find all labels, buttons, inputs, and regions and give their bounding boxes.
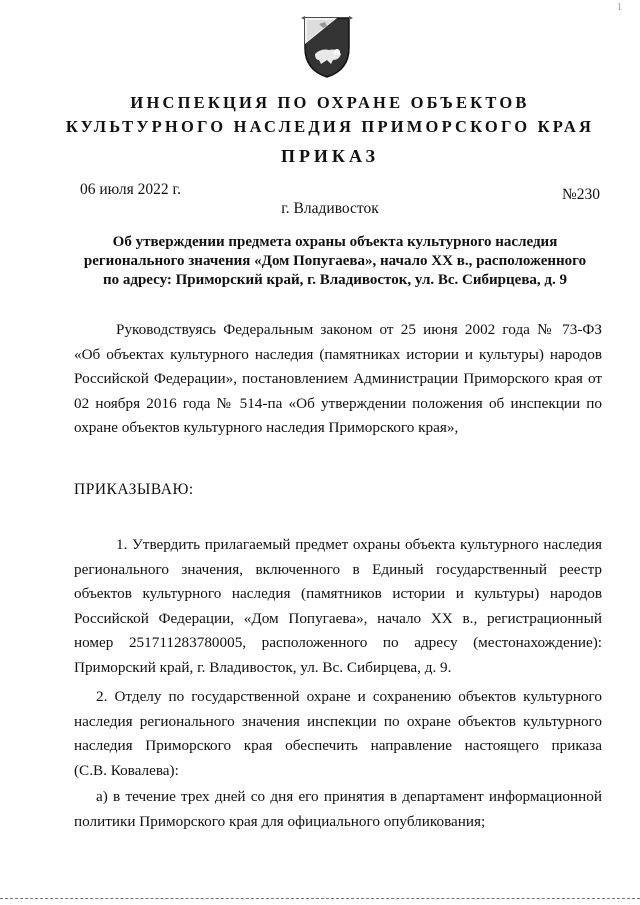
order-number: №230	[561, 186, 600, 203]
paragraph-line: объектов культурного наследия (памятников истории и культуры) народов	[74, 585, 602, 602]
paragraph-line: Приморский край, г. Владивосток, ул. Вс. Сибирцева, д. 9.	[74, 658, 452, 676]
title-line: по адресу: Приморский край, г. Владивосток, ул. Вс. Сибирцева, д. 9	[102, 272, 568, 288]
organization-name-line2: КУЛЬТУРНОГО НАСЛЕДИЯ ПРИМОРСКОГО КРАЯ	[65, 117, 595, 136]
paragraph-line: «Об объектах культурного наследия (памятниках истории и культуры) народов	[74, 345, 602, 363]
legal-basis-paragraph	[74, 318, 602, 441]
order-directive-word: ПРИКАЗЫВАЮ:	[74, 481, 194, 498]
document-type: ПРИКАЗ	[280, 146, 380, 166]
paragraph-line: 1. Утвердить прилагаемый предмет охраны объекта культурного наследия	[116, 536, 602, 553]
paragraph-line: а) в течение трех дней со дня его принятия в департамент информационной	[96, 788, 602, 805]
order-date: 06 июля 2022 г.	[80, 181, 181, 198]
order-item-2	[74, 685, 602, 783]
paragraph-line: охране объектов культурного наследия Приморского края»,	[74, 419, 459, 436]
paragraph-line: политики Приморского края для официального опубликования;	[74, 812, 486, 830]
order-item-2a	[74, 785, 602, 834]
order-city: г. Владивосток	[281, 200, 379, 217]
organization-name-line1: ИНСПЕКЦИЯ ПО ОХРАНЕ ОБЪЕКТОВ	[130, 93, 530, 112]
coat-of-arms-emblem	[297, 14, 357, 80]
title-line: Об утверждении предмета охраны объекта культурного наследия	[112, 234, 558, 250]
paragraph-line: регионального значения, включенного в Единый государственный реестр	[74, 560, 602, 578]
page-bottom-edge	[0, 898, 640, 900]
page-marker: 1	[617, 2, 622, 13]
paragraph-line: Российской Федерации, «Дом Попугаева», начало XX в., регистрационный	[74, 609, 602, 627]
paragraph-line: наследия Приморского края обеспечить направление настоящего приказа	[74, 737, 602, 754]
paragraph-line: Руководствуясь Федеральным законом от 25 июня 2002 года № 73-ФЗ	[116, 321, 602, 338]
paragraph-line: наследия регионального значения инспекции по охране объектов культурного	[74, 712, 602, 730]
title-line: регионального значения «Дом Попугаева», начало XX в., расположенного	[83, 253, 587, 269]
paragraph-line: (С.В. Ковалева):	[74, 761, 179, 779]
order-title	[70, 233, 600, 290]
order-item-1	[74, 533, 602, 680]
paragraph-line: 2. Отделу по государственной охране и сохранению объектов культурного	[96, 688, 602, 705]
paragraph-line: номер 251711283780005, расположенного по адресу (местонахождение):	[74, 634, 602, 651]
paragraph-line: Российской Федерации», постановлением Администрации Приморского края от	[74, 370, 602, 387]
paragraph-line: 02 ноября 2016 года № 514-па «Об утверждении положения об инспекции по	[74, 394, 602, 412]
